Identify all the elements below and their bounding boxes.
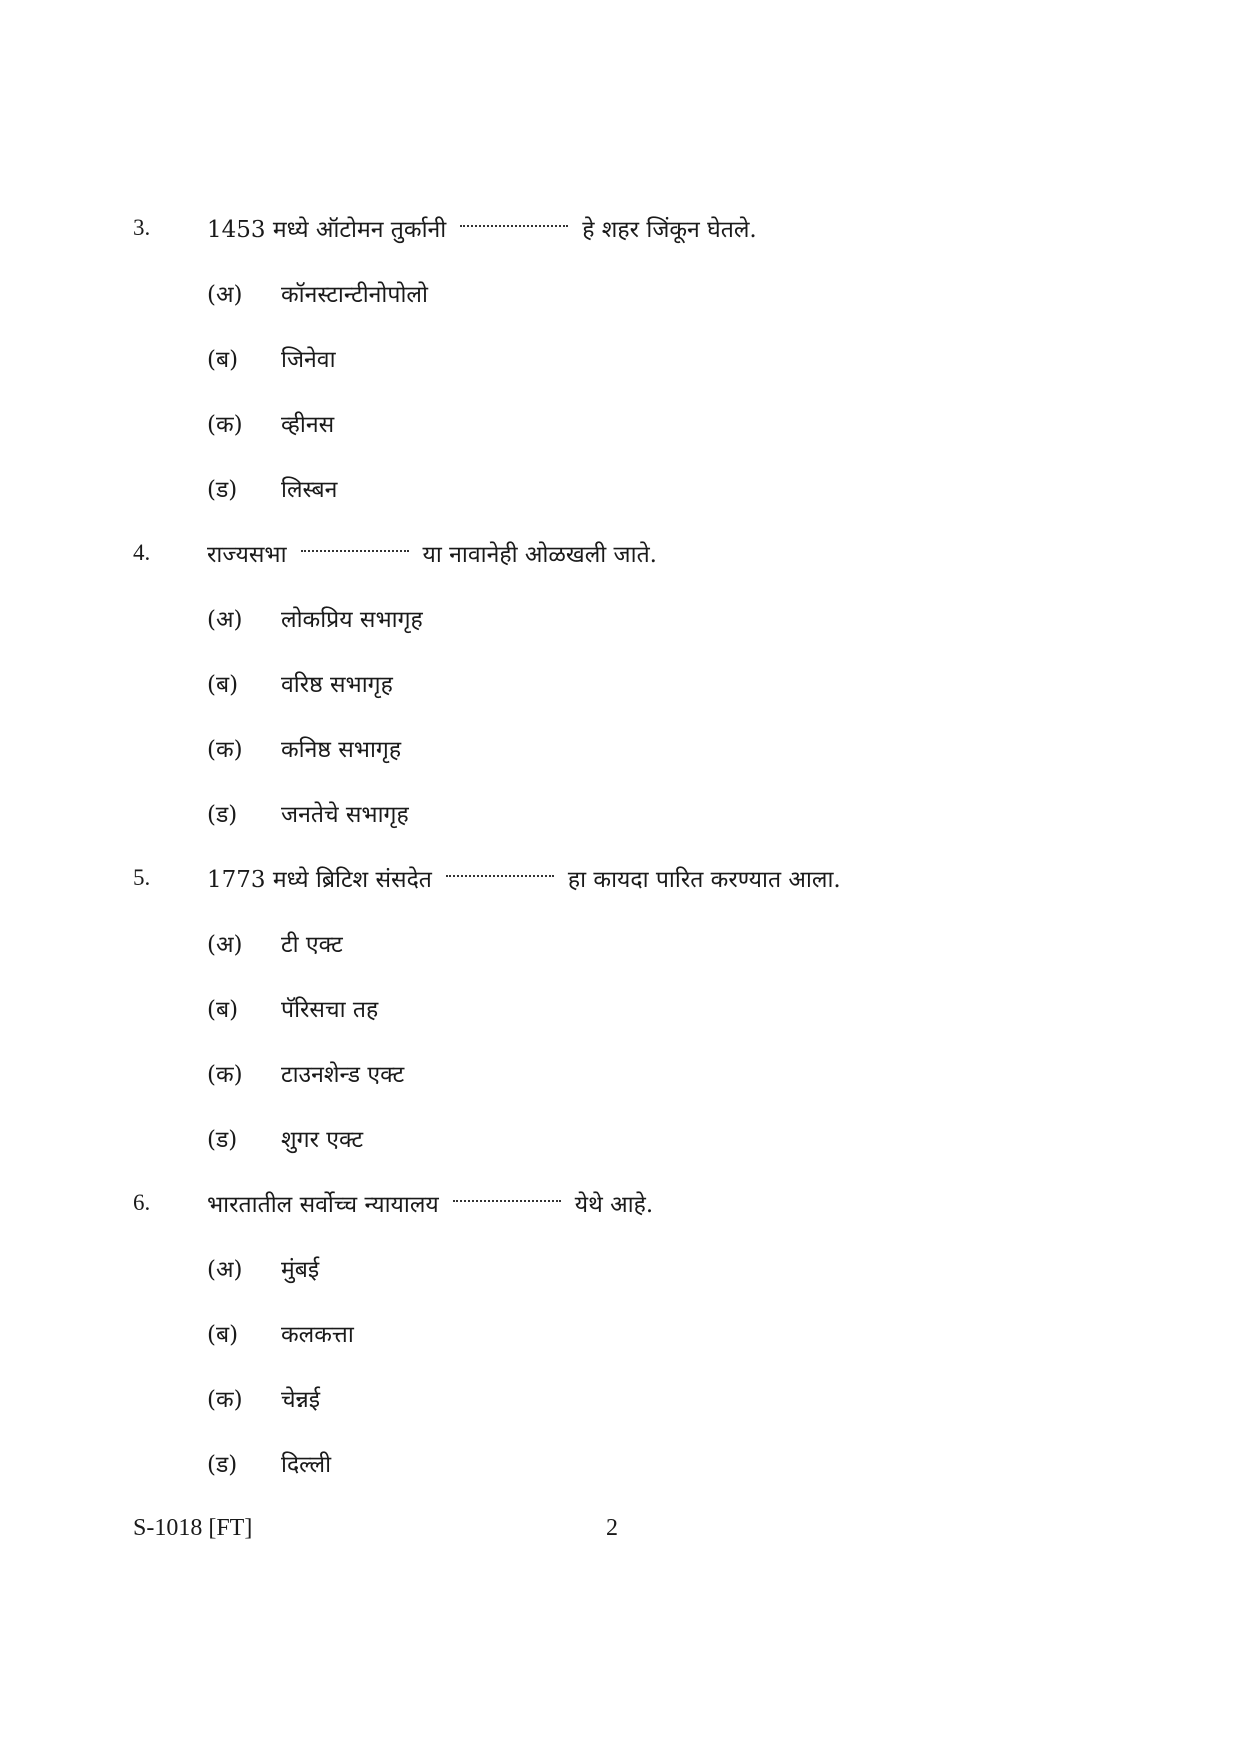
option-label: (ड) [207, 802, 238, 828]
fill-in-blank [301, 550, 409, 552]
question-line [133, 858, 1133, 898]
fill-in-blank [446, 875, 554, 877]
option-text: मुंबई [281, 1257, 320, 1283]
question-text-after: या नावानेही ओळखली जाते. [422, 542, 657, 568]
question-line [133, 533, 1133, 573]
option-b [207, 1313, 1133, 1353]
question-line [133, 1183, 1133, 1223]
options-list [207, 273, 1133, 508]
options-list [207, 923, 1133, 1158]
option-c [207, 403, 1133, 443]
question-line [133, 208, 1133, 248]
option-label: (क) [207, 1387, 243, 1413]
option-text: टी एक्ट [281, 932, 343, 958]
option-d [207, 1443, 1133, 1483]
option-text: शुगर एक्ट [281, 1127, 364, 1153]
option-text: जिनेवा [281, 347, 336, 373]
option-d [207, 793, 1133, 833]
question-text [207, 212, 757, 244]
option-text: लिस्बन [281, 477, 338, 503]
question-number: 5. [133, 865, 151, 890]
option-label: (ब) [207, 997, 239, 1023]
option-label: (क) [207, 1062, 243, 1088]
question-text-before: भारतातील सर्वोच्च न्यायालय [207, 1192, 439, 1218]
option-b [207, 338, 1133, 378]
page-number: 2 [606, 1515, 618, 1541]
option-label: (अ) [207, 282, 243, 308]
option-label: (ड) [207, 1452, 238, 1478]
option-a [207, 273, 1133, 313]
question-text-after: येथे आहे. [574, 1192, 654, 1218]
option-label: (ब) [207, 672, 239, 698]
question-text-after: हे शहर जिंकून घेतले. [582, 217, 757, 243]
option-label: (ब) [207, 347, 239, 373]
question-text [207, 537, 657, 569]
option-a [207, 1248, 1133, 1288]
option-text: दिल्ली [281, 1452, 332, 1478]
option-label: (ड) [207, 1127, 238, 1153]
question-text-before: राज्यसभा [207, 542, 287, 568]
option-text: व्हीनस [281, 412, 335, 438]
question-number: 4. [133, 540, 151, 565]
option-label: (अ) [207, 607, 243, 633]
question-text-after: हा कायदा पारित करण्यात आला. [567, 867, 841, 893]
option-text: चेन्नई [281, 1387, 321, 1413]
option-c [207, 1378, 1133, 1418]
option-text: लोकप्रिय सभागृह [281, 607, 423, 633]
option-text: कनिष्ठ सभागृह [281, 737, 402, 763]
option-b [207, 988, 1133, 1028]
option-label: (ड) [207, 477, 238, 503]
fill-in-blank [453, 1200, 561, 1202]
option-d [207, 468, 1133, 508]
question-6 [133, 1183, 1133, 1508]
question-number: 3. [133, 215, 151, 240]
question-text-before: 1773 मध्ये ब्रिटिश संसदेत [207, 867, 432, 893]
option-label: (क) [207, 737, 243, 763]
question-3 [133, 208, 1133, 533]
option-label: (क) [207, 412, 243, 438]
option-c [207, 1053, 1133, 1093]
option-text: कॉनस्टान्टीनोपोलो [281, 282, 428, 308]
option-d [207, 1118, 1133, 1158]
question-text [207, 862, 841, 894]
option-label: (अ) [207, 932, 243, 958]
question-number: 6. [133, 1190, 151, 1215]
option-label: (ब) [207, 1322, 239, 1348]
question-text-before: 1453 मध्ये ऑटोमन तुर्कानी [207, 217, 447, 243]
option-a [207, 598, 1133, 638]
question-4 [133, 533, 1133, 858]
option-label: (अ) [207, 1257, 243, 1283]
question-text [207, 1187, 653, 1219]
paper-code: S-1018 [FT] [133, 1515, 253, 1541]
question-5 [133, 858, 1133, 1183]
option-c [207, 728, 1133, 768]
option-text: वरिष्ठ सभागृह [281, 672, 393, 698]
options-list [207, 598, 1133, 833]
option-text: पॅरिसचा तह [281, 997, 379, 1023]
options-list [207, 1248, 1133, 1483]
option-b [207, 663, 1133, 703]
fill-in-blank [460, 225, 568, 227]
option-a [207, 923, 1133, 963]
option-text: कलकत्ता [281, 1322, 354, 1348]
option-text: जनतेचे सभागृह [281, 802, 409, 828]
option-text: टाउनशेन्ड एक्ट [281, 1062, 405, 1088]
page-footer [133, 1515, 1133, 1555]
